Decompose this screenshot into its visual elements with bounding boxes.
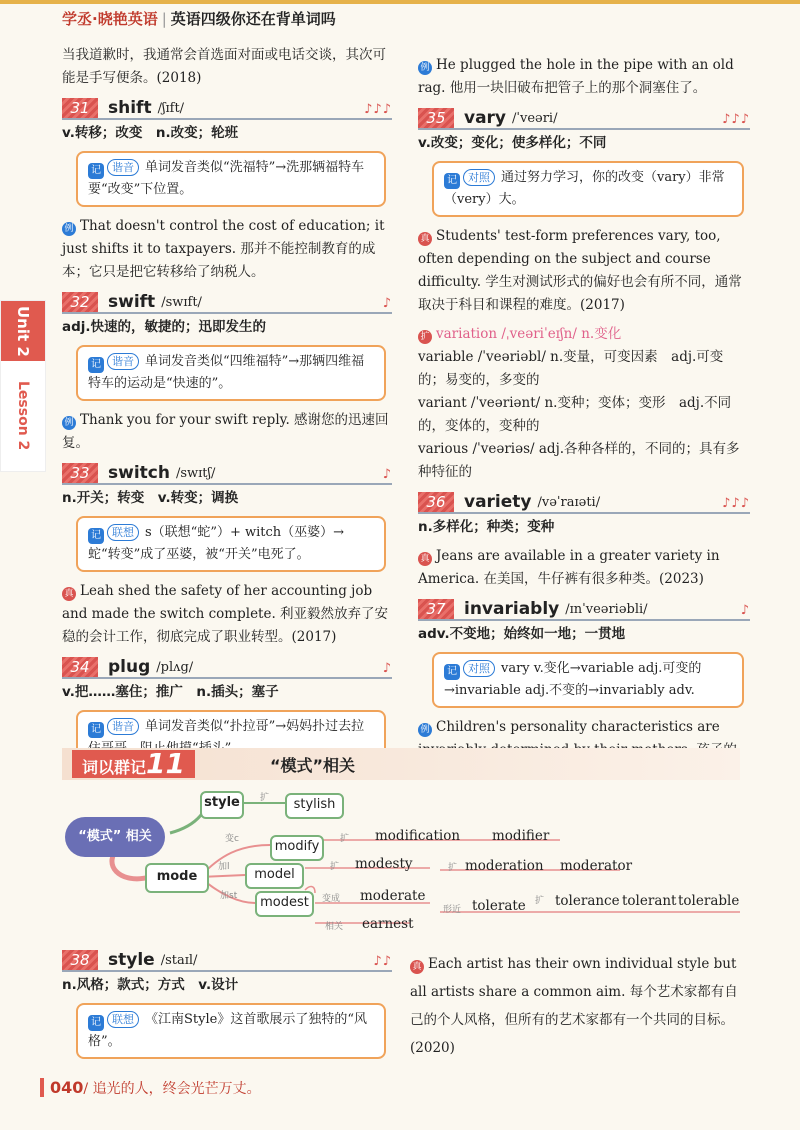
lesson-label: Lesson 2: [15, 380, 31, 451]
node-mode: mode: [145, 863, 209, 893]
node-modify: modify: [270, 835, 324, 861]
tag-similar: 形近: [443, 905, 462, 915]
node-modest: modest: [255, 891, 314, 917]
word-tolerate: tolerate: [472, 898, 526, 914]
memory-box: 记 联想 《江南Style》这首歌展示了独特的“风格”。: [76, 1003, 386, 1059]
node-model: model: [245, 863, 304, 889]
example: 例 Children's personality characteristics are: [418, 716, 750, 785]
page-header: 学丞·晓艳英语 | 英语四级你还在背单词吗: [62, 10, 336, 28]
example: 例 He plugged the hole in the pipe with an old rag. 他用一块旧破布把管子上的那个洞塞住了。: [418, 57, 734, 96]
memory-box: 记 谐音 单词发音类似“四维福特”→那辆四维福特车的运动是“快速的”。: [76, 345, 386, 401]
word-head-31: 31 shift /ʃɪft/ ♪♪♪: [62, 96, 392, 120]
word-tolerable: tolerable: [678, 893, 740, 909]
mindmap-center: “模式” 相关: [65, 817, 165, 857]
page-number: 040: [40, 1078, 83, 1097]
word-tolerant: tolerant: [622, 893, 677, 909]
word-modifier: modifier: [492, 828, 550, 844]
tag-kuo: 扩: [448, 863, 458, 873]
tag-kuo: 扩: [340, 834, 350, 844]
tag-add-st: 加st: [220, 891, 238, 901]
word-head-34: 34 plug /plʌg/ ♪: [62, 655, 392, 679]
unit-label: Unit 2: [1, 301, 45, 361]
definition: n.开关；转变 v.转变；调换: [62, 490, 239, 506]
bottom-left: [62, 948, 392, 1067]
definition: n.多样化；种类；变种: [418, 519, 555, 535]
footer: 040/ 追光的人，终会光芒万丈。: [40, 1078, 261, 1098]
tag-related: 相关: [325, 922, 344, 932]
definition: adj.快速的，敏捷的；迅即发生的: [62, 319, 267, 335]
example: 例 Thank you for your swift reply. 感谢您的迅速回复。: [62, 412, 389, 451]
book-title: 英语四级你还在背单词吗: [170, 10, 336, 28]
definition: v.转移；改变 n.改变；轮班: [62, 125, 239, 141]
tag-kuo: 扩: [330, 862, 340, 872]
top-bar: [0, 0, 800, 4]
intro-text: 当我道歉时，我通常会首选面对面或电话交谈，其次可能是手写便条。(2018): [62, 47, 386, 86]
definition: n.风格；款式；方式 v.设计: [62, 977, 239, 993]
word-head-35: 35 vary /ˈveəri/ ♪♪♪: [418, 106, 750, 130]
example: 真 Jeans are available in a greater variety in America. 在美国，牛仔裤有很多种类。(2023): [418, 548, 720, 587]
derivatives: 扩 variation /ˌveəriˈeɪʃn/ n.变化 variable /ˈveəriəbl/ n.变量，可变因素 adj.可变的；易变的，多变的 variant /ˈveəriənt/ n.变种；变体；变形 adj.不同的，变体的，变种的 various /ˈveəriəs/ adj.各种各样的，不同的；具有多种特征的: [418, 326, 740, 480]
right-column: [418, 52, 750, 791]
tag-kuo: 扩: [260, 793, 270, 803]
word-modification: modification: [375, 828, 461, 844]
example: 真 Leah shed the safety of her accounting job and made the switch complete. 利亚毅然放弃了安稳的会计工作，彻底完成了职业转型。(2017): [62, 583, 389, 645]
tag-become: 变成: [322, 894, 341, 904]
word-moderation: moderation: [465, 858, 544, 874]
memory-box: 记 对照 vary v.变化→variable adj.可变的→invariable adj.不变的→invariably adv.: [432, 652, 744, 708]
section-label: 词以群记11: [72, 750, 195, 778]
memory-box: 记 谐音 单词发音类似“扑拉哥”→妈妈扑过去拉: [76, 710, 386, 766]
node-style: style: [200, 791, 244, 819]
definition: v.改变；变化；使多样化；不同: [418, 135, 607, 151]
word-head-38: 38 style /staɪl/ ♪♪: [62, 948, 392, 972]
tag-add: 加l: [218, 862, 230, 872]
example: 例 That doesn't control the cost of education; it just shifts it to taxpayers. 那并不能控制教育的成本；它只是把它转移给了纳税人。: [62, 218, 385, 280]
left-column: [62, 44, 392, 774]
slogan: 追光的人，终会光芒万丈。: [92, 1081, 261, 1097]
example: 真 Students' test-form preferences vary, too, often depending on the subject and course difficulty. 学生对测试形式的偏好也会有所不同，通常取决于科目和课程的难度。(2017): [418, 228, 742, 313]
section-title: “模式”相关: [270, 756, 356, 775]
tag-change: 变c: [225, 834, 239, 844]
definition: v.把……塞住；推广 n.插头；塞子: [62, 684, 279, 700]
memory-box: 记 谐音 单词发音类似“洗福特”→洗那辆福特车要“改变”下位置。: [76, 151, 386, 207]
brand: 学丞·晓艳英语: [62, 10, 158, 28]
word-moderator: moderator: [560, 858, 633, 874]
word-head-37: 37 invariably /ɪnˈveəriəbli/ ♪: [418, 597, 750, 621]
bottom-right: [410, 948, 750, 1068]
word-modesty: modesty: [355, 856, 413, 872]
tag-kuo: 扩: [535, 896, 545, 906]
word-head-36: 36 variety /vəˈraɪəti/ ♪♪♪: [418, 490, 750, 514]
node-stylish: stylish: [285, 793, 344, 819]
word-tolerance: tolerance: [555, 893, 620, 909]
memory-box: 记 对照 通过努力学习，你的改变（vary）非常（very）大。: [432, 161, 744, 217]
word-moderate: moderate: [360, 888, 426, 904]
example: 真 Each artist has their own individual style but all artists share a common aim. 每个艺术家都有自己的个人风格，但所有的艺术家都有一个共同的目标。(2020): [410, 956, 738, 1056]
side-tab: [0, 300, 46, 472]
section-bar: [62, 748, 740, 780]
word-earnest: earnest: [362, 916, 414, 932]
word-head-32: 32 swift /swɪft/ ♪: [62, 290, 392, 314]
mind-map: [60, 785, 750, 945]
memory-box: 记 联想 s（联想“蛇”）+ witch（巫婆）→蛇“转变”成了巫婆，被“开关”电死了。: [76, 516, 386, 572]
word-head-33: 33 switch /swɪtʃ/ ♪: [62, 461, 392, 485]
definition: adv.不变地；始终如一地；一贯地: [418, 626, 626, 642]
